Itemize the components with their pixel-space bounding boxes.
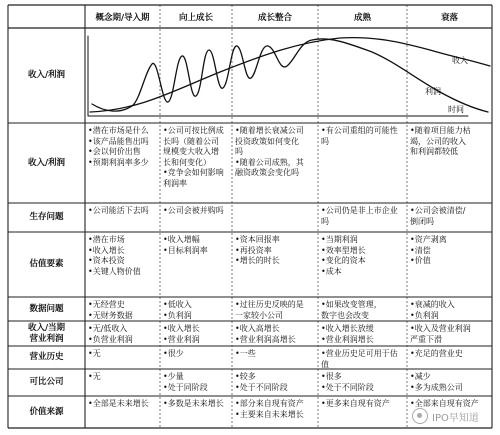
table-cell [321,235,406,296]
cell-line: •处于不同阶段 [321,382,374,392]
row-label: 可比公司 [29,377,64,387]
table-cell [88,349,159,368]
cell-line: •无经营史 [88,300,125,309]
table-cell [410,235,491,296]
cell-line: •过往历史反映的是 [235,300,304,309]
table-cell [321,206,406,231]
row-label-line: 营业利润 [29,333,64,344]
chat-bubble-icon [412,408,428,424]
cell-line: •收入增幅 [163,235,200,244]
cell-line: •资本投资 [88,256,125,265]
cell-line: 吗 [321,136,329,146]
table-cell [321,126,406,202]
table-cell [410,372,491,395]
table-cell [88,235,159,296]
cell-line: •随着增长衰减公司 [235,126,304,135]
cell-line: •增长的时长 [235,256,280,265]
cell-line: 严重下滑 [410,334,442,344]
stage-header: 概念期/导入期 [95,13,150,23]
cell-line: •无/低收入 [88,324,128,333]
table-cell [88,324,159,345]
cell-line: 规模变大收入增 [163,147,219,156]
cell-line: •目标利润率 [163,245,208,255]
cell-line: •收入及营业利润 [410,324,471,333]
cell-line: •潜在市场 [88,235,125,244]
table-cell [235,372,317,395]
cell-line: •随着公司成熟，其 [235,157,304,167]
row-label: 收入/利润 [27,157,66,168]
cell-line: •负营业利润 [88,334,133,344]
cell-line: 值 [321,359,329,368]
cell-line: 吗 [321,216,329,226]
cell-line: 一家较小公司 [235,310,283,320]
stage-header: 向上成长 [178,13,213,23]
cell-line: •当期利润 [321,235,358,244]
watermark-text: IPO早知道 [432,412,479,424]
revenue-curve-label: 收入 [452,56,468,65]
cell-line: 融资政策会变化吗 [235,168,299,177]
row-label: 生存问题 [29,212,64,222]
cell-line: •处于不同阶段 [235,382,288,392]
table-cell [235,399,317,427]
cell-line: •衰减的收入 [410,300,455,309]
table-cell [235,126,317,202]
row-label: 收入/利润 [27,70,66,80]
cell-line: •预期利润率多少 [88,157,149,167]
row-label: 营业历史 [29,352,64,362]
cell-line: •较多 [235,372,256,381]
cell-line: •营业历史足可用于估 [321,349,398,358]
cell-line: •收入增长放缓 [321,324,374,333]
cell-line: 长吗（随着公司 [163,136,219,146]
cell-line: •多为成熟公司 [410,382,463,392]
cell-line: 利润率 [163,178,187,188]
cell-line: •营业利润增长 [321,334,374,344]
row-label-line: 收入/当期 [27,322,66,333]
cell-line: •更多来自现有资产 [321,399,390,408]
table-cell [163,349,231,368]
cell-line: •公司可按比例成 [163,126,224,135]
stage-header: 成长整合 [257,13,292,23]
cell-line: •无 [88,349,101,358]
cell-line: •效率型增长 [321,245,366,255]
cell-line: •再投资率 [235,245,272,255]
cell-line: •如果改变管理， [321,300,382,309]
table-cell [88,399,159,427]
cell-line: •资本回报率 [235,235,280,244]
row-label: 估值要素 [29,259,64,269]
cell-line: •充足的营业史 [410,349,463,358]
table-cell [88,300,159,320]
profit-curve-label: 利润 [425,87,441,96]
table-cell [410,126,491,202]
stage-header: 衰落 [440,13,458,23]
cell-line: •营业利润 [163,334,200,344]
cell-line: •部分来自现有资产 [235,399,304,408]
cell-line: •少量 [163,372,184,381]
cell-line: •该产品能售出吗 [88,136,149,146]
cell-line: •公司会被并购吗 [163,206,224,215]
cell-line: •收入增长 [88,245,125,255]
cell-line: •多数是未来增长 [163,399,224,408]
cell-line: •公司能活下去吗 [88,206,149,215]
table-cell [163,324,231,345]
cell-line: 和利润都较低 [410,147,458,156]
cell-line: •主要来自未来增长 [235,409,304,419]
cell-line: •清偿 [410,245,431,255]
cell-line: •收入增长 [163,324,200,333]
table-cell [235,349,317,368]
table-cell [163,399,231,427]
watermark [412,405,500,427]
cell-line: 竭，公司的收入 [410,136,466,146]
time-axis-label: 时间 [448,105,464,114]
table-cell [163,300,231,320]
cell-line: •低收入 [163,300,192,309]
table-cell [88,372,159,395]
cell-line: •价值 [410,256,431,265]
table-cell [321,300,406,320]
table-cell [321,372,406,395]
cell-line: •潜在市场是什么 [88,126,149,135]
table-cell [321,349,406,368]
table-cell [235,235,317,296]
cell-line: 投资政策如何变化 [235,136,299,146]
cell-line: •一些 [235,349,256,358]
cell-line: •收入高增长 [235,324,280,333]
table-cell [163,235,231,296]
row-label: 数据问题 [29,303,64,314]
cell-line: •无财务数据 [88,310,133,320]
cell-line: •资产剥离 [410,235,447,244]
cell-line: •公司仍是非上市企业 [321,206,398,215]
cell-line: •全部是未来增长 [88,399,149,408]
cell-line: •营业利润高增长 [235,334,296,344]
table-cell [410,349,491,368]
table-cell [321,324,406,345]
cell-line: •有公司重组的可能性 [321,126,398,135]
cell-line: 数字也会改变 [321,310,369,320]
cell-line: •负利润 [410,310,439,320]
table-cell [410,300,491,320]
cell-line: •成本 [321,266,342,276]
row-label [8,323,85,345]
table-cell [88,126,159,202]
cell-line: •全部来自现有资产 [410,399,479,408]
cell-line: •竞争会如何影响 [163,168,224,177]
cell-line: •公司会被清偿/ [410,206,466,215]
table-cell [235,206,317,231]
cell-line: •无 [88,372,101,381]
table-cell [235,300,317,320]
row-label: 价值来源 [29,406,64,417]
table-cell [163,206,231,231]
table-cell [321,399,406,427]
revenue-curve [90,38,490,112]
table-cell [235,324,317,345]
cell-line: •随着项目能力枯 [410,126,471,135]
cell-line: •关键人物价值 [88,266,141,276]
cell-line: •变化的资本 [321,256,366,265]
table-cell [410,324,491,345]
plot-axes [88,36,468,116]
cell-line: •很少 [163,349,184,358]
stage-header: 成熟 [353,13,371,23]
cell-line: •会以何价出售 [88,147,141,156]
cell-line: 倒闭吗 [410,216,434,226]
cell-line: •处于同阶段 [163,382,208,392]
cell-line: •很多 [321,372,342,381]
table-cell [88,206,159,231]
cell-line: 吗 [235,147,243,156]
table-cell [410,206,491,231]
table-cell [163,372,231,395]
table-cell [163,126,231,202]
cell-line: 长和何变化） [163,157,211,167]
cell-line: •减少 [410,372,431,381]
cell-line: •负利润 [163,310,192,320]
